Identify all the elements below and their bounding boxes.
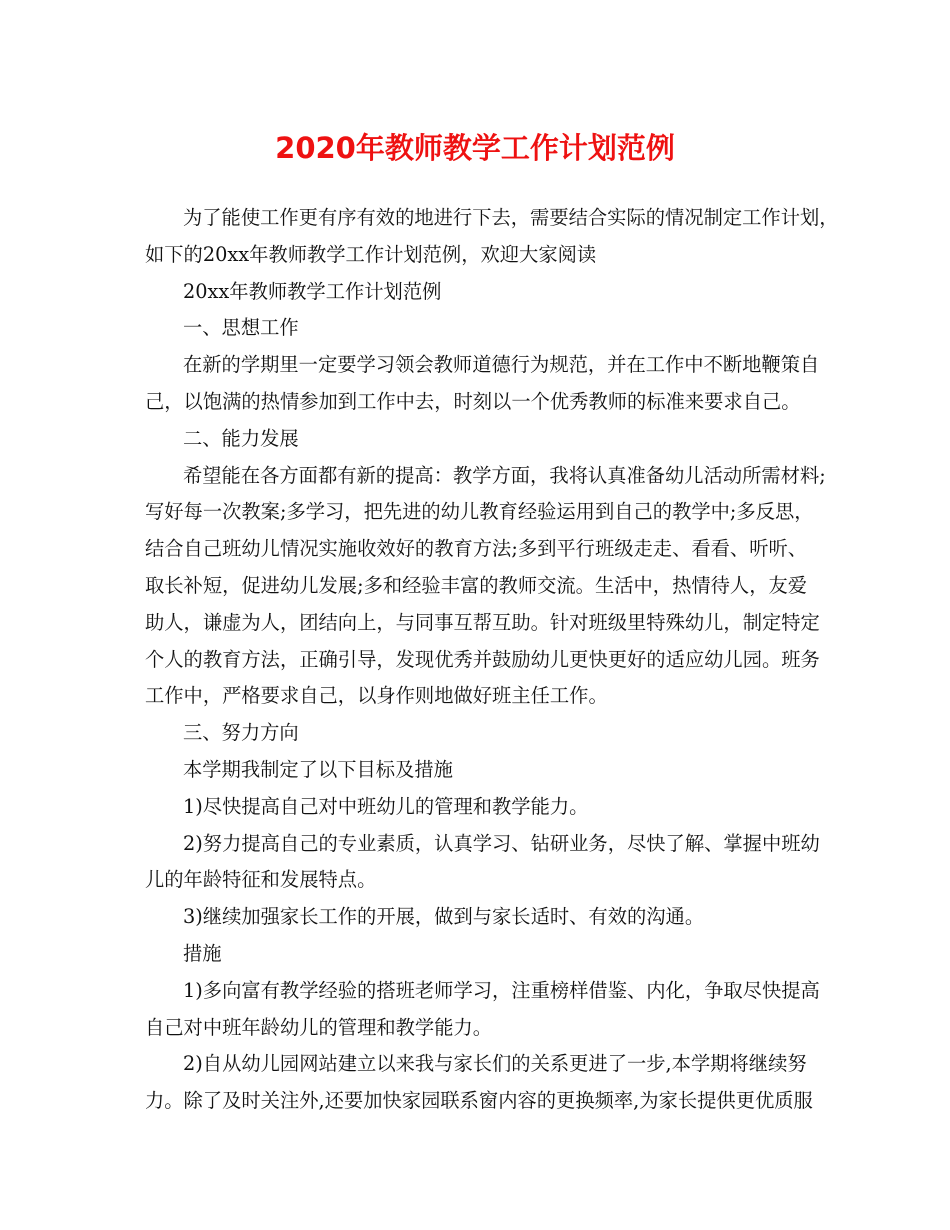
paragraph-line: 写好每一次教案;多学习，把先进的幼儿教育经验运用到自己的教学中;多反思，: [145, 500, 814, 524]
section-heading: 措施: [183, 941, 222, 965]
paragraph-line: 取长补短，促进幼儿发展;多和经验丰富的教师交流。生活中，热情待人，友爱: [145, 573, 808, 597]
document-body: [145, 200, 839, 1120]
paragraph-line: 工作中，严格要求自己，以身作则地做好班主任工作。: [145, 684, 608, 708]
subtitle-line: 20xx年教师教学工作计划范例: [183, 279, 442, 303]
paragraph-line: 个人的教育方法，正确引导，发现优秀并鼓励幼儿更快更好的适应幼儿园。班务: [145, 647, 820, 671]
section-heading: 一、思想工作: [183, 316, 299, 340]
list-item: 1)尽快提高自己对中班幼儿的管理和教学能力。: [183, 794, 589, 818]
section-heading: 二、能力发展: [183, 426, 299, 450]
paragraph-line: 助人，谦虚为人，团结向上，与同事互帮互助。针对班级里特殊幼儿，制定特定: [145, 610, 820, 634]
list-item: 2)努力提高自己的专业素质，认真学习、钻研业务，尽快了解、掌握中班幼: [183, 831, 820, 855]
list-item: 3)继续加强家长工作的开展，做到与家长适时、有效的沟通。: [183, 905, 705, 929]
paragraph-line: 如下的20xx年教师教学工作计划范例，欢迎大家阅读: [145, 242, 597, 266]
paragraph-line: 为了能使工作更有序有效的地进行下去，需要结合实际的情况制定工作计划，: [183, 206, 839, 229]
paragraph-line: 结合自己班幼儿情况实施收效好的教育方法;多到平行班级走走、看看、听听、: [145, 537, 808, 561]
paragraph-line: 希望能在各方面都有新的提高：教学方面，我将认真准备幼儿活动所需材料;: [183, 463, 826, 487]
list-item-continuation: 儿的年龄特征和发展特点。: [145, 868, 377, 892]
paragraph-line: 在新的学期里一定要学习领会教师道德行为规范，并在工作中不断地鞭策自: [183, 353, 820, 377]
list-item: 2)自从幼儿园网站建立以来我与家长们的关系更进了一步,本学期将继续努: [183, 1052, 807, 1076]
paragraph-line: 己，以饱满的热情参加到工作中去，时刻以一个优秀教师的标准来要求自己。: [145, 389, 801, 413]
list-item: 1)多向富有教学经验的搭班老师学习，注重榜样借鉴、内化，争取尽快提高: [183, 978, 820, 1002]
document-title: 2020年教师教学工作计划范例: [275, 131, 675, 165]
section-heading: 三、努力方向: [183, 721, 299, 745]
list-item-continuation: 力。除了及时关注外,还要加快家园联系窗内容的更换频率,为家长提供更优质服: [145, 1089, 813, 1113]
paragraph-line: 本学期我制定了以下目标及措施: [183, 757, 453, 781]
list-item-continuation: 自己对中班年龄幼儿的管理和教学能力。: [145, 1015, 493, 1039]
